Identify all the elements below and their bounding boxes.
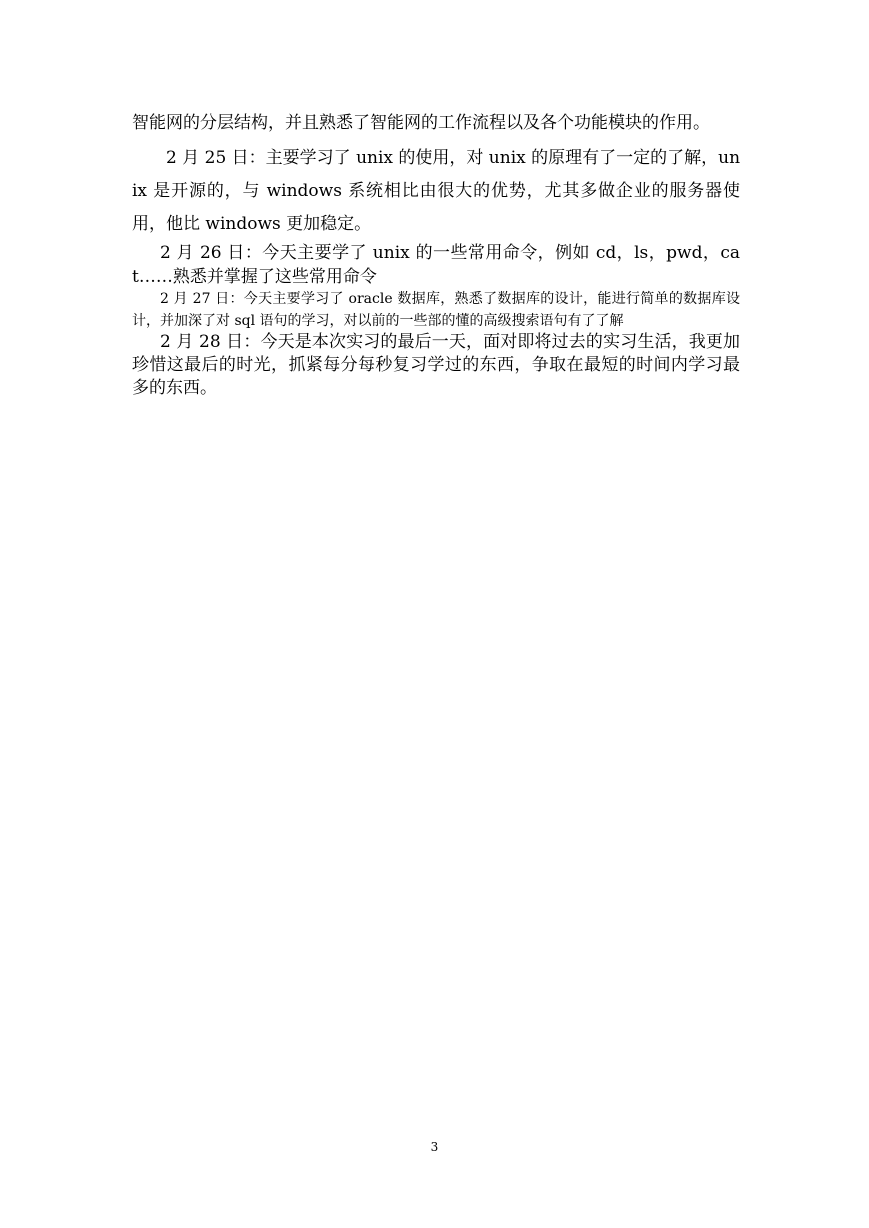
- paragraph-feb-27: 2 月 27 日：今天主要学习了 oracle 数据库，熟悉了数据库的设计，能进行简单的数据库设计，并加深了对 sql 语句的学习，对以前的一些部的懂的高级搜索语句有了了解: [132, 291, 740, 329]
- paragraph-intelligent-network: 智能网的分层结构，并且熟悉了智能网的工作流程以及各个功能模块的作用。: [132, 113, 710, 133]
- paragraph-feb-25: 2 月 25 日：主要学习了 unix 的使用，对 unix 的原理有了一定的了解，unix 是开源的，与 windows 系统相比由很大的优势，尤其多做企业的服务器使用，他比 windows 更加稳定。: [132, 148, 741, 234]
- paragraph-feb-26: 2 月 26 日：今天主要学了 unix 的一些常用命令，例如 cd，ls，pwd，cat……熟悉并掌握了这些常用命令: [132, 243, 740, 287]
- paragraph-feb-28: 2 月 28 日：今天是本次实习的最后一天，面对即将过去的实习生活，我更加珍惜这最后的时光，抓紧每分每秒复习学过的东西，争取在最短的时间内学习最多的东西。: [132, 332, 740, 398]
- page-number: 3: [430, 1140, 439, 1154]
